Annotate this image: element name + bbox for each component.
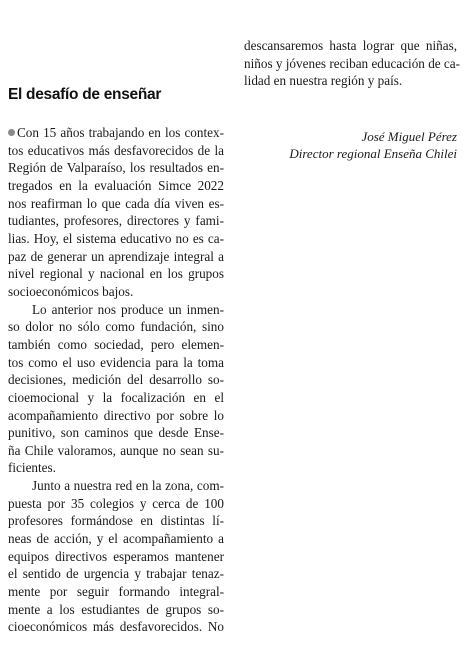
text-line: lias. Hoy, el sistema educativo no es ca- xyxy=(8,230,224,246)
text-line: acompañamiento directivo por sobre lo xyxy=(8,407,224,423)
article-body xyxy=(8,124,224,636)
text-line: profesores formándose en distintas lí- xyxy=(8,513,224,529)
text-line: decisiones, medición del desarrollo so- xyxy=(8,372,224,388)
text-line: paz de generar un aprendizaje integral a xyxy=(8,248,224,264)
text-line: so dolor no sólo como fundación, sino xyxy=(8,319,224,335)
text-line: tos educativos más desfavorecidos de la xyxy=(8,142,224,158)
text-line: lidad en nuestra región y país. xyxy=(244,73,403,89)
text-line: cioemocional y la focalización en el xyxy=(8,389,224,405)
text-line: Lo anterior nos produce un inmen- xyxy=(32,301,224,317)
text-line: mente por seguir formando integral- xyxy=(8,584,224,600)
text-line: socioeconómicos bajos. xyxy=(8,283,134,299)
text-line: equipos directivos esperamos mantener xyxy=(8,548,224,564)
text-line: tregados en la evaluación Simce 2022 xyxy=(8,177,224,193)
text-line: cioeconómicos más desfavorecidos. No xyxy=(8,619,224,635)
text-line: ña Chile valoramos, aunque no sean su- xyxy=(8,442,224,458)
text-line: nos reafirman lo que cada día viven es- xyxy=(8,195,224,211)
text-line: tudiantes, profesores, directores y fami- xyxy=(8,213,224,229)
signature-title: Director regional Enseña Chilei xyxy=(289,146,457,161)
text-line: el sentido de urgencia y trabajar tenaz- xyxy=(8,566,224,582)
bullet-icon xyxy=(8,129,15,136)
article-headline: El desafío de enseñar xyxy=(8,86,162,103)
text-line: también como sociedad, pero elemen- xyxy=(8,336,224,352)
text-line: Junto a nuestra red en la zona, com- xyxy=(32,478,224,494)
text-line: nivel regional y nacional en los grupos xyxy=(8,266,224,282)
right-column-text xyxy=(244,37,461,90)
text-line: punitivo, son caminos que desde Ense- xyxy=(8,425,224,441)
text-line: descansaremos hasta lograr que niñas, xyxy=(244,38,457,53)
text-line: Región de Valparaíso, los resultados en- xyxy=(8,160,224,176)
text-line: neas de acción, y el acompañamiento a xyxy=(8,531,224,547)
text-line: mente a los estudiantes de grupos so- xyxy=(8,601,224,617)
text-line: Con 15 años trabajando en los contex- xyxy=(8,124,224,142)
text-line: puesta por 35 colegios y cerca de 100 xyxy=(8,495,224,511)
text-line: ficientes. xyxy=(8,460,56,476)
text-line: tos como el uso evidencia para la toma xyxy=(8,354,224,370)
signature-name: José Miguel Pérez xyxy=(361,129,457,144)
signature xyxy=(289,128,457,162)
text-line: niños y jóvenes reciban educación de ca- xyxy=(244,55,461,71)
